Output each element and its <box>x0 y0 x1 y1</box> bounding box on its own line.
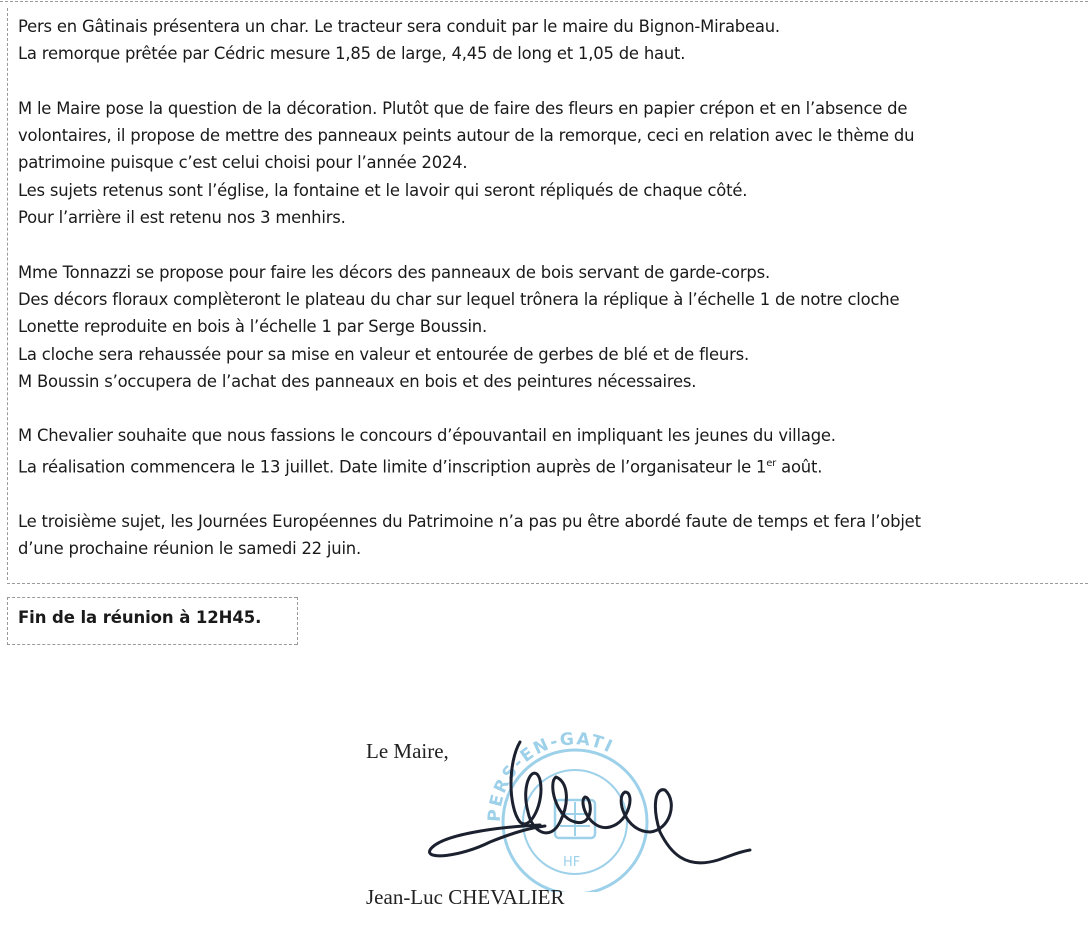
text-line: Lonette reproduite en bois à l’échelle 1 par Serge Boussin. <box>18 317 488 337</box>
text-line: La remorque prêtée par Cédric mesure 1,85 de large, 4,45 de long et 1,05 de haut. <box>18 44 686 64</box>
top-border <box>0 1 1088 2</box>
text-line: La réalisation commencera le 13 juillet. Date limite d’inscription auprès de l’organisateur le 1er août. <box>18 457 823 477</box>
paragraph-gap <box>18 231 1084 258</box>
text-line: Pour l’arrière il est retenu nos 3 menhirs. <box>18 208 346 228</box>
text-line: La cloche sera rehaussée pour sa mise en valeur et entourée de gerbes de blé et de fleurs. <box>18 344 749 364</box>
text-line: Des décors floraux complèteront le plateau du char sur lequel trônera la réplique à l’échelle 1 de notre cloche <box>18 289 900 309</box>
meeting-minutes-body <box>18 13 1084 562</box>
handwritten-signature <box>430 742 750 863</box>
closing-box-right <box>297 597 298 645</box>
closing-box-top <box>7 597 297 598</box>
text-line: Mme Tonnazzi se propose pour faire les décors des panneaux de bois servant de garde-corps. <box>18 262 770 282</box>
text-line: Les sujets retenus sont l’église, la fontaine et le lavoir qui seront répliqués de chaque côté. <box>18 180 748 200</box>
text-line: volontaires, il propose de mettre des panneaux peints autour de la remorque, ceci en relation avec le thème du <box>18 126 915 146</box>
paragraph-gap <box>18 481 1084 508</box>
paragraph-gap <box>18 395 1084 422</box>
ordinal-superscript: er <box>766 457 777 469</box>
meeting-closing-note: Fin de la réunion à 12H45. <box>18 608 262 627</box>
text-line: M Boussin s’occupera de l’achat des panneaux en bois et des peintures nécessaires. <box>18 371 697 391</box>
closing-box-left <box>7 597 8 645</box>
text-line: Pers en Gâtinais présentera un char. Le tracteur sera conduit par le maire du Bignon-Mirabeau. <box>18 17 780 36</box>
text-line: Le troisième sujet, les Journées Européennes du Patrimoine n’a pas pu être abordé faute de temps et fera l’objet <box>18 511 921 531</box>
closing-box-bottom <box>7 644 297 645</box>
text-line: patrimoine puisque c’est celui choisi pour l’année 2024. <box>18 153 468 173</box>
signatory-title: Le Maire, <box>366 739 449 763</box>
left-border <box>7 8 8 580</box>
section-divider <box>7 583 1088 584</box>
text-line: M Chevalier souhaite que nous fassions le concours d’épouvantail en impliquant les jeunes du village. <box>18 426 836 446</box>
stamp-text-top: PERS-EN-GATI <box>484 729 617 823</box>
text-line: M le Maire pose la question de la décoration. Plutôt que de faire des fleurs en papier crépon et en l’absence de <box>18 98 908 118</box>
mayor-stamp-and-signature <box>420 722 780 892</box>
paragraph-gap <box>18 68 1084 95</box>
text-line: d’une prochaine réunion le samedi 22 juin. <box>18 539 362 559</box>
signatory-name: Jean-Luc CHEVALIER <box>366 885 565 909</box>
stamp-text-bottom: HF <box>563 855 581 870</box>
